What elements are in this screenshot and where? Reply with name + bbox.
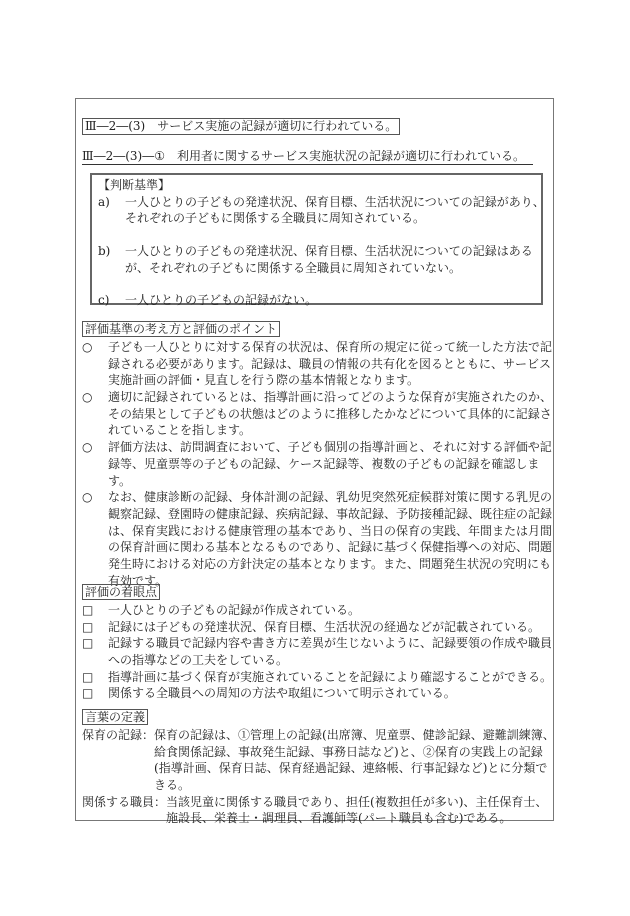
list-item <box>82 389 552 439</box>
item-text <box>108 619 540 636</box>
item-text <box>166 794 547 827</box>
item-text <box>108 635 552 668</box>
text-line: れていることを指します。 <box>108 423 252 438</box>
item-marker: 関係する職員： <box>82 794 167 809</box>
text-line: 一人ひとりの子どもの発達状況、保育目標、生活状況についての記録があり、 <box>125 194 545 209</box>
text-line: (指導計画、保育日誌、保育経過記録、連絡帳、行事記録など)とに分類で <box>154 761 548 776</box>
text-line: 記録する職員で記録内容や書き方に差異が生じないように、記録要領の作成や職員 <box>108 636 553 651</box>
text-line: 一人ひとりの子どもの記録が作成されている。 <box>108 603 361 617</box>
list-item <box>82 619 552 636</box>
list-item <box>98 243 538 276</box>
text-line: の保育計画に関わる基本となるものであり、記録に基づく保健指導への対応、問題 <box>108 540 553 555</box>
focus-heading: 評価の着眼点 <box>82 584 160 600</box>
text-line: なお、健康診断の記録、身体計測の記録、乳幼児突然死症候群対策に関する乳児の <box>108 490 553 505</box>
text-line: 保育の記録は、①管理上の記録(出席簿、児童票、健診記録、避難訓練簿、 <box>154 728 555 742</box>
definitions <box>82 710 555 827</box>
item-marker: ○ <box>82 440 93 455</box>
text-line: す。 <box>108 473 132 488</box>
text-line: それぞれの子どもに関係する全職員に周知されている。 <box>125 211 426 226</box>
item-marker: □ <box>82 636 94 651</box>
text-line: その結果として子どもの状態はどのように推移したかなどについて具体的に記録さ <box>108 406 552 421</box>
list-item <box>98 292 538 309</box>
item-marker: □ <box>82 619 94 634</box>
list-item <box>98 194 545 227</box>
text-line: が、それぞれの子どもに関係する全職員に周知されていない。 <box>125 260 462 275</box>
list-item <box>82 489 552 589</box>
text-line: きる。 <box>154 778 191 793</box>
item-text <box>108 685 456 702</box>
text-line: 当該児童に関係する職員であり、担任(複数担任が多い)、主任保育士、 <box>166 794 548 809</box>
subsection-title: Ⅲ―2―(3)―① 利用者に関するサービス実施状況の記録が適切に行われている。 <box>82 149 533 165</box>
item-marker: ○ <box>82 340 93 354</box>
list-item <box>82 635 552 668</box>
text-line: 有効です。 <box>108 573 168 588</box>
list-item <box>82 439 552 489</box>
text-line: 関係する全職員への周知の方法や取組について明示されている。 <box>108 686 456 701</box>
text-line: 施設長、栄養士・調理員、看護師等(パート職員も含む)である。 <box>166 811 512 826</box>
item-marker: □ <box>82 686 94 701</box>
item-text <box>154 727 555 794</box>
criteria-heading: 【判断基準】 <box>98 178 171 192</box>
text-line: 子ども一人ひとりに対する保育の状況は、保育所の規定に従って統一した方法で記 <box>108 340 553 354</box>
definitions-heading: 言葉の定義 <box>82 709 148 725</box>
item-text <box>108 389 552 439</box>
item-text <box>108 339 552 389</box>
text-line: 記録には子どもの発達状況、保育目標、生活状況の経過などが記載されている。 <box>108 619 541 634</box>
list-item <box>82 727 555 794</box>
item-text <box>125 194 545 227</box>
item-marker: a) <box>98 194 110 209</box>
list-item <box>82 669 552 686</box>
list-item <box>82 685 552 702</box>
item-text <box>108 602 360 619</box>
section-title: Ⅲ―2―(3) サービス実施の記録が適切に行われている。 <box>82 118 400 135</box>
item-marker: 保育の記録： <box>82 728 155 742</box>
focus-points <box>82 585 552 702</box>
points-heading: 評価基準の考え方と評価のポイント <box>82 321 280 337</box>
text-line: 発生時における対応の方針決定の基本となります。また、問題発生状況の究明にも <box>108 556 552 571</box>
text-line: 実施計画の評価・見直しを行う際の基本情報となります。 <box>108 373 420 388</box>
text-line: は、保育実践における健康管理の基本であり、当日の保育の実践、年間または月間 <box>108 523 553 538</box>
item-text <box>125 292 317 309</box>
text-line: への指導などの工夫をしている。 <box>108 653 289 668</box>
text-line: 録される必要があります。記録は、職員の情報の共有化を図るとともに、サービス <box>108 356 552 371</box>
item-marker: □ <box>82 669 94 684</box>
item-text <box>108 489 552 589</box>
list-item <box>82 794 552 827</box>
item-text <box>108 669 552 686</box>
text-line: 給食関係記録、事故発生記録、事務日誌など)と、②保育の実践上の記録 <box>154 744 543 759</box>
text-line: 評価方法は、訪問調査において、子ども個別の指導計画と、それに対する評価や記 <box>108 440 552 455</box>
text-line: 一人ひとりの子どもの記録がない。 <box>125 293 318 308</box>
text-line: 観察記録、登園時の健康記録、疾病記録、事故記録、予防接種記録、既往症の記録 <box>108 506 553 521</box>
item-marker: ○ <box>82 490 93 505</box>
item-marker: □ <box>82 603 94 617</box>
item-marker: c) <box>98 293 110 308</box>
text-line: 指導計画に基づく保育が実施されていることを記録により確認することができる。 <box>108 669 553 684</box>
item-text <box>125 243 533 276</box>
text-line: 録等、児童票等の子どもの記録、ケース記録等、複数の子どもの記録を確認しま <box>108 456 540 471</box>
list-item <box>82 339 552 389</box>
criteria-block <box>98 177 545 325</box>
text-line: 一人ひとりの子どもの発達状況、保育目標、生活状況についての記録はある <box>125 244 533 259</box>
item-marker: ○ <box>82 390 93 405</box>
list-item <box>82 602 552 619</box>
text-line: 適切に記録されているとは、指導計画に沿ってどのような保育が実施されたのか、 <box>108 390 553 405</box>
evaluation-points <box>82 322 552 589</box>
item-marker: b) <box>98 244 111 259</box>
item-text <box>108 439 552 489</box>
